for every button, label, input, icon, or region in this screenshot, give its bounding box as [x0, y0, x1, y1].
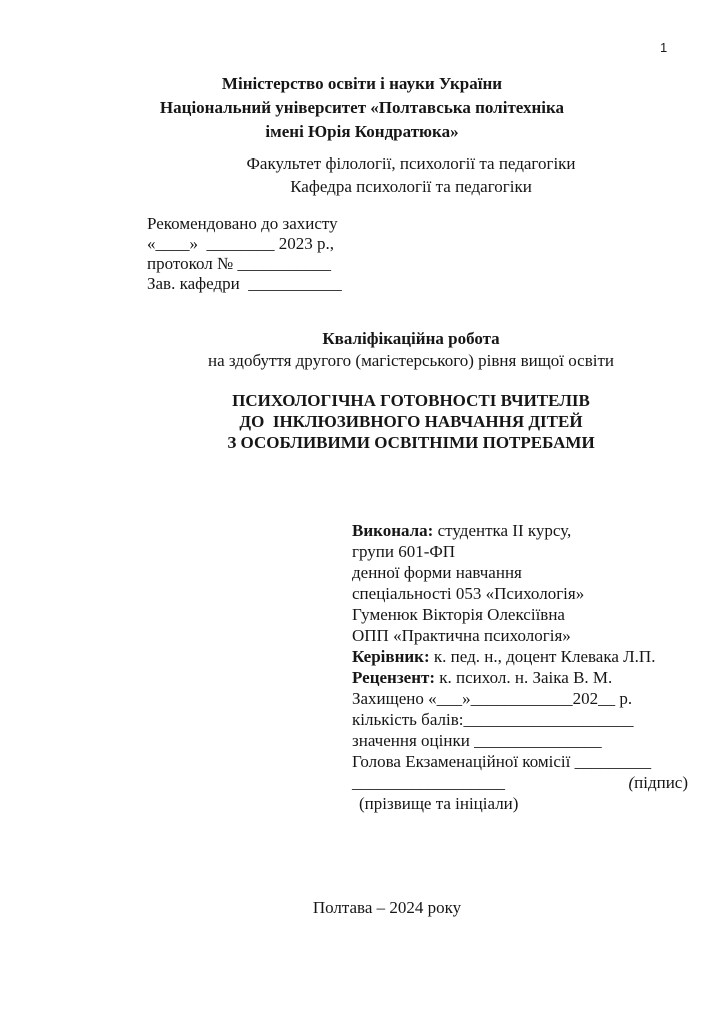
reviewer-lead: Рецензент:	[352, 668, 436, 687]
executor-line: Рецензент: к. психол. н. Заіка В. М.	[352, 668, 613, 687]
city-year-line: Полтава – 2024 року	[312, 898, 462, 917]
qualification-subtitle: на здобуття другого (магістерського) рівня вищої освіти	[208, 351, 614, 370]
thesis-title-line: ДО ІНКЛЮЗИВНОГО НАВЧАННЯ ДІТЕЙ	[239, 412, 583, 431]
executor-line: кількість балів:____________________	[352, 710, 634, 729]
signature-underscores: __________________	[352, 773, 505, 792]
department-line: Кафедра психології та педагогіки	[290, 177, 532, 196]
executor-line: Захищено «___»____________202__ р.	[352, 689, 633, 708]
executor-line: Гуменюк Вікторія Олексіївна	[352, 605, 565, 624]
signature-row	[352, 772, 688, 793]
ministry-line: Міністерство освіти і науки України	[221, 74, 503, 93]
executor-rest: студентка ІІ курсу,	[433, 521, 572, 540]
executor-line: Керівник: к. пед. н., доцент Клевака Л.П.	[352, 647, 656, 666]
recommendation-title: Рекомендовано до захисту	[147, 214, 338, 233]
page-number: 1	[660, 40, 668, 55]
thesis-title-line: З ОСОБЛИВИМИ ОСВІТНІМИ ПОТРЕБАМИ	[227, 433, 595, 452]
university-name-line: імені Юрія Кондратюка»	[265, 122, 459, 141]
recommendation-block	[147, 214, 342, 294]
executor-line: Голова Екзаменаційної комісії _________	[352, 752, 652, 771]
university-line: Національний університет «Полтавська політехніка	[159, 98, 565, 117]
faculty-department	[147, 152, 675, 198]
ministry-header	[0, 72, 724, 144]
executor-line: групи 601-ФП	[352, 542, 456, 561]
thesis-title	[147, 390, 675, 453]
recommendation-date-line: «____» ________ 2023 р.,	[147, 234, 334, 253]
executor-line: значення оцінки _______________	[352, 731, 602, 750]
executor-line: спеціальності 053 «Психологія»	[352, 584, 585, 603]
qualification-block	[147, 328, 675, 372]
executor-lead: Виконала:	[352, 521, 434, 540]
executor-line	[352, 520, 692, 541]
faculty-line: Факультет філології, психології та педагогіки	[246, 154, 576, 173]
name-caption: (прізвище та ініціали)	[359, 794, 519, 813]
executor-line: ОПП «Практична психологія»	[352, 626, 571, 645]
protocol-line: протокол № ___________	[147, 254, 331, 273]
thesis-title-line: ПСИХОЛОГІЧНА ГОТОВНОСТІ ВЧИТЕЛІВ	[232, 391, 590, 410]
department-head-line: Зав. кафедри ___________	[147, 274, 342, 293]
executor-line: денної форми навчання	[352, 563, 522, 582]
signature-label: (підпис)	[628, 773, 688, 792]
supervisor-lead: Керівник:	[352, 647, 430, 666]
executor-block	[352, 520, 692, 814]
qualification-title: Кваліфікаційна робота	[322, 329, 500, 348]
